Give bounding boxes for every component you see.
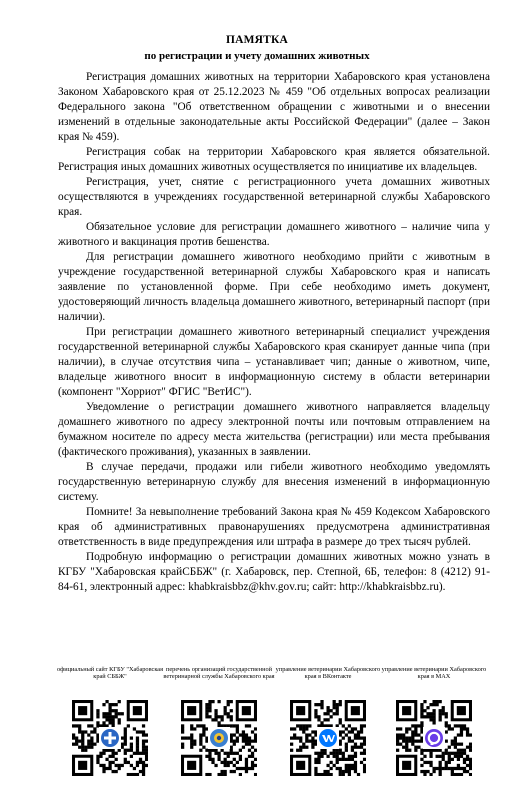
vk-logo xyxy=(317,727,339,749)
paragraph: Уведомление о регистрации домашнего животного направляется владельцу домашнего животного по адресу электронной почты или почтовым отправлением на бумажном носителе по адресу места жительства (регистрации) или места пребывания (фактического проживания), указанных в заявлении. xyxy=(58,401,490,458)
document-body xyxy=(58,70,490,595)
tiger-emblem-logo xyxy=(208,727,230,749)
qr-code[interactable] xyxy=(396,700,472,776)
qr-code[interactable] xyxy=(72,700,148,776)
qr-block-max xyxy=(378,666,490,776)
paragraph: Помните! За невыполнение требований Закона края № 459 Кодексом Хабаровского края об административных правонарушениях предусмотрена административная ответственность в виде предупреждения или штрафа в размере до трех тысяч рублей. xyxy=(58,506,490,548)
qr-code[interactable] xyxy=(181,700,257,776)
paragraph: Подробную информацию о регистрации домашних животных можно узнать в КГБУ "Хабаровская крайСББЖ" (г. Хабаровск, пер. Степной, 6Б, телефон: 8 (4212) 91-84-61, электронный адрес: khabkraisbbz@khv.gov.ru; сайт: http://khabkraisbbz.ru). xyxy=(58,551,490,593)
document-subtitle: по регистрации и учету домашних животных xyxy=(144,50,370,62)
qr-caption: управление ветеринарии Хабаровского края в MAX xyxy=(381,666,487,681)
document-title: ПАМЯТКА xyxy=(225,34,289,46)
qr-code-row xyxy=(54,666,490,776)
qr-code[interactable] xyxy=(290,700,366,776)
vet-cross-logo xyxy=(99,727,121,749)
qr-block-vkontakte xyxy=(272,666,384,776)
qr-block-official-site xyxy=(54,666,166,776)
paragraph: Регистрация, учет, снятие с регистрационного учета домашних животных осуществляются в учреждениях государственной ветеринарной службы Хабаровского края. xyxy=(58,176,490,218)
paragraph: При регистрации домашнего животного ветеринарный специалист учреждения государственной ветеринарной службы Хабаровского края сканирует данные чипа (при наличии), в случае отсутствия чипа – устанавливает чип; данные о животном, чипе, владельце животного вносит в информационную систему в области ветеринарии (компонент "Хорриот" ФГИС "ВетИС"). xyxy=(58,326,490,398)
paragraph: Регистрация собак на территории Хабаровского края является обязательной. Регистрация иных домашних животных осуществляется по инициативе их владельцев. xyxy=(58,146,490,173)
qr-caption: управление ветеринарии Хабаровского края в ВКонтакте xyxy=(275,666,381,681)
paragraph: В случае передачи, продажи или гибели животного необходимо уведомлять государственную ветеринарную службу для внесения изменений в информационную систему. xyxy=(58,461,490,503)
max-logo xyxy=(423,727,445,749)
paragraph: Обязательное условие для регистрации домашнего животного – наличие чипа у животного и вакцинация против бешенства. xyxy=(58,221,490,248)
paragraph: Для регистрации домашнего животного необходимо прийти с животным в учреждение государственной ветеринарной службы Хабаровского края и написать заявление по установленной форме. При себе необходимо иметь документ, удостоверяющий личность владельца домашнего животного, ветеринарный паспорт (при наличии). xyxy=(58,251,490,323)
paragraph: Регистрация домашних животных на территории Хабаровского края установлена Законом Хабаровского края от 25.12.2023 № 459 "Об отдельных вопросах реализации Федерального закона "Об ответственном обращении с животными и о внесении изменений в отдельные законодательные акты Российской Федерации" (далее – Закон края № 459). xyxy=(58,71,490,143)
qr-block-organizations xyxy=(163,666,275,776)
qr-caption: перечень организаций государственной ветеринарной службы Хабаровского края xyxy=(163,666,275,681)
qr-caption: официальный сайт КГБУ "Хабаровская край СББЖ" xyxy=(57,666,163,681)
